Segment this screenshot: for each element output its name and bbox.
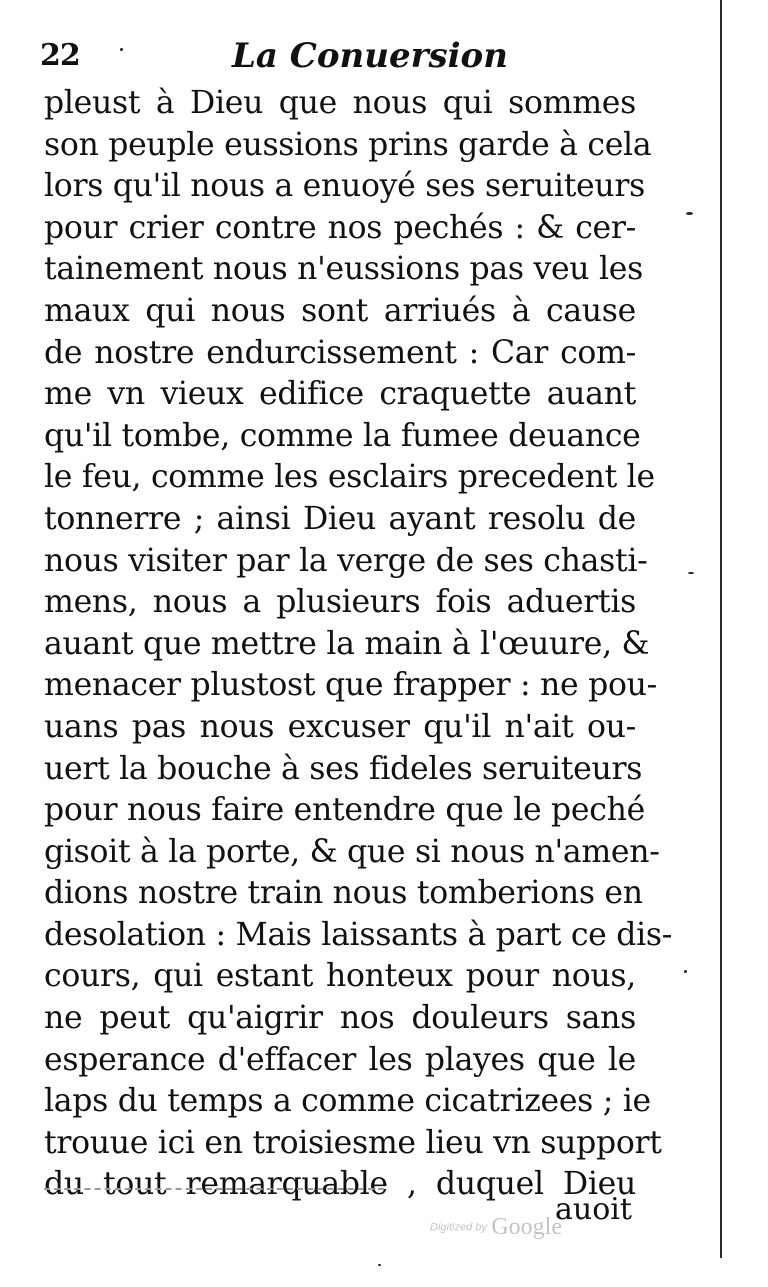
watermark-logo: Google: [491, 1214, 562, 1240]
text-line: desolation : Mais laissants à part ce dis-: [44, 916, 673, 953]
ink-speck: [120, 48, 123, 51]
ink-speck: [686, 212, 693, 215]
text-line: le feu, comme les esclairs precedent le: [44, 459, 655, 496]
text-line: lors qu'il nous a enuoyé ses seruiteurs: [44, 168, 646, 205]
catchword: auoit: [555, 1192, 632, 1227]
text-line: me vn vieux edifice craquette auant: [44, 376, 636, 413]
ink-speck: [684, 970, 687, 973]
text-line: menacer plustost que frapper : ne pou-: [44, 667, 657, 704]
text-line: gisoit à la porte, & que si nous n'amen-: [44, 833, 660, 870]
text-line: du tout remarquable , duquel Dieu: [44, 1166, 636, 1203]
text-line: pour crier contre nos pechés : & cer-: [44, 209, 636, 246]
text-line: trouue ici en troisiesme lieu vn support: [44, 1124, 662, 1161]
text-line: tonnerre ; ainsi Dieu ayant resolu de: [44, 500, 636, 537]
running-head: [40, 38, 640, 84]
text-line: maux qui nous sont arriués à cause: [44, 292, 636, 329]
text-line: son peuple eussions prins garde à cela: [44, 126, 652, 163]
text-line: laps du temps a comme cicatrizees ; ie: [44, 1083, 651, 1120]
text-line: ne peut qu'aigrir nos douleurs sans: [44, 1000, 636, 1037]
text-line: cours, qui estant honteux pour nous,: [44, 958, 636, 995]
text-line: de nostre endurcissement : Car com-: [44, 334, 636, 371]
page-number: 22: [40, 38, 80, 73]
text-line: mens, nous a plusieurs fois aduertis: [44, 584, 636, 621]
body-text: [44, 83, 673, 1206]
ink-speck: [688, 572, 694, 574]
text-line: qu'il tombe, comme la fumee deuance: [44, 417, 641, 454]
text-line: uans pas nous excuser qu'il n'ait ou-: [44, 708, 636, 745]
text-line: nous visiter par la verge de ses chasti-: [44, 542, 648, 579]
ink-speck: [378, 1264, 381, 1266]
digitization-watermark: [430, 1214, 562, 1241]
text-line: uert la bouche à ses fideles seruiteurs: [44, 750, 643, 787]
running-title: La Conuersion: [232, 36, 508, 76]
text-line: esperance d'effacer les playes que le: [44, 1041, 636, 1078]
text-line: dions nostre train nous tomberions en: [44, 875, 643, 912]
text-line: pour nous faire entendre que le peché: [44, 792, 645, 829]
bottom-print-rule: [44, 1188, 384, 1190]
text-line: tainement nous n'eussions pas veu les: [44, 251, 643, 288]
text-line: pleust à Dieu que nous qui sommes: [44, 85, 636, 121]
watermark-prefix: Digitized by: [430, 1221, 487, 1234]
text-line: auant que mettre la main à l'œuure, &: [44, 625, 650, 662]
gutter-edge-line: [720, 0, 722, 1258]
